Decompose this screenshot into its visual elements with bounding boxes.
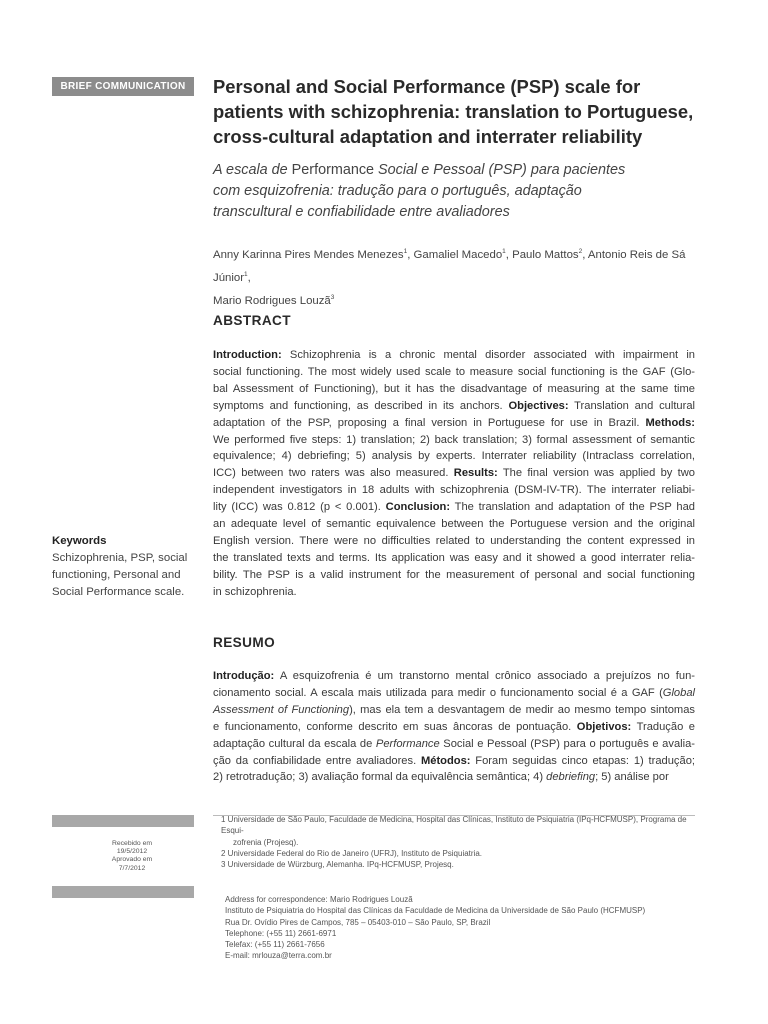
text-run: The final version was applied by two <box>497 467 695 480</box>
text-line <box>213 533 695 550</box>
text-run: bility. The PSP is a valid instrument for the measurement of personal and social functioning <box>213 568 695 581</box>
text-run: Translation and cultural <box>568 399 695 412</box>
article-subtitle <box>213 160 733 223</box>
email-link[interactable]: E-mail: mrlouza@terra.com.br <box>225 951 332 961</box>
text-line <box>213 516 695 533</box>
article-title <box>213 74 733 149</box>
correspondence-line: Telefax: (+55 11) 2661-7656 <box>225 940 325 950</box>
text-run: Foram seguidas cinco etapas: 1) tradução; <box>470 754 695 767</box>
keywords-heading: Keywords <box>52 535 107 547</box>
text-run: Schizophrenia is a chronic mental disorder associated with impairment in <box>281 349 695 361</box>
text-run: ), mas ela tem a desvantagem de medir ao mesmo tempo sintomas <box>349 703 695 716</box>
text-run: We performed five steps: 1) translation; 2) back translation; 3) formal assessment of semantic <box>213 433 695 446</box>
text-line <box>213 381 695 398</box>
text-run: Tradução e <box>631 720 695 733</box>
bold-run: Objetivos: <box>576 720 632 733</box>
keywords-box <box>52 533 202 601</box>
text-line <box>213 465 695 482</box>
text-line <box>213 432 695 449</box>
text-run: equivalence; 4) debriefing; 5) analysis by experts. Interrater reliability (Intraclass correlation, <box>213 450 695 463</box>
text-line <box>213 685 695 702</box>
approved-label: Aprovado em <box>111 856 153 864</box>
text-run: ; 5) análise por <box>595 771 669 784</box>
bold-run: Results: <box>453 467 498 480</box>
bold-run: Introdução: <box>213 670 275 682</box>
correspondence <box>225 894 695 962</box>
text-line <box>213 482 695 499</box>
text-line <box>213 567 695 584</box>
bold-run: Conclusion: <box>385 501 451 514</box>
italic-run: debriefing <box>546 771 596 784</box>
approved-date: 7/7/2012 <box>118 864 146 872</box>
author-line: Anny Karinna Pires Mendes Menezes$^1$, Gamaliel Macedo$^1$, Paulo Mattos$^2$, Antonio Reis de Sá Júnior$^1$, <box>213 248 686 284</box>
keywords-line: functioning, Personal and <box>52 569 181 581</box>
subtitle-line: transcultural e confiabilidade entre avaliadores <box>213 204 510 220</box>
text-line <box>213 347 695 364</box>
affiliations <box>221 814 697 870</box>
bold-run: Métodos: <box>420 754 471 767</box>
text-line <box>213 415 695 432</box>
title-line: cross-cultural adaptation and interrater reliability <box>213 126 643 147</box>
text-run: adaptação cultural da escala de <box>213 737 376 750</box>
keywords-line: Schizophrenia, PSP, social <box>52 552 188 564</box>
footer-divider-bar <box>52 886 194 898</box>
author-list <box>213 242 713 310</box>
abstract-body <box>213 347 695 601</box>
text-line <box>213 584 695 601</box>
text-run: bal Assessment of Functioning), but it has the disadvantage of measuring at the same time <box>213 382 695 395</box>
affiliation-line: 3 Universidade de Würzburg, Alemanha. IPq-HCFMUSP, Projesq. <box>221 860 454 870</box>
section-badge: BRIEF COMMUNICATION <box>52 77 194 96</box>
footer-divider-bar <box>52 815 194 827</box>
text-line <box>213 769 695 786</box>
text-run: an adequate level of semantic equivalence between the Portuguese version and the original <box>213 518 695 531</box>
italic-run: Global <box>662 686 695 699</box>
correspondence-line: Address for correspondence: Mario Rodrigues Louzã <box>225 895 413 904</box>
text-run: independent investigators in 18 adults with schizophrenia (DSM-IV-TR). The interrater reliabi- <box>213 484 695 497</box>
title-line: patients with schizophrenia: translation to Portuguese, <box>213 101 694 122</box>
text-run: 2) retrotradução; 3) avaliação formal da equivalência semântica; 4) <box>213 771 547 784</box>
italic-run: Assessment of Functioning <box>213 703 350 716</box>
text-line <box>213 550 695 567</box>
text-line <box>213 364 695 381</box>
text-run: symptoms and functioning, as described in its anchors. <box>213 399 509 412</box>
text-run: ICC) between two raters was also measured. <box>213 467 454 480</box>
text-line <box>213 753 695 770</box>
correspondence-line: Rua Dr. Ovídio Pires de Campos, 785 – 05403-010 – São Paulo, SP, Brazil <box>225 917 491 927</box>
italic-run: Performance <box>375 737 440 750</box>
text-line <box>213 499 695 516</box>
keywords-line: Social Performance scale. <box>52 586 185 598</box>
submission-dates <box>90 840 174 873</box>
affiliation-line: 2 Universidade Federal do Rio de Janeiro (UFRJ), Instituto de Psiquiatria. <box>221 848 483 858</box>
resumo-body <box>213 668 695 786</box>
title-line: Personal and Social Performance (PSP) scale for <box>213 76 641 97</box>
correspondence-line: Instituto de Psiquiatria do Hospital das Clínicas da Faculdade de Medicina da Universidade de São Paulo (HCFMUSP) <box>225 906 646 916</box>
text-run: e funcionamento, conforme descrito em suas âncoras de pontuação. <box>213 720 577 733</box>
text-line <box>213 736 695 753</box>
text-line <box>213 719 695 736</box>
text-run: in schizophrenia. <box>213 585 297 598</box>
text-line <box>213 448 695 465</box>
text-run: social functioning. The most widely used scale to measure social functioning is the GAF (Glo- <box>213 365 695 378</box>
bold-run: Objectives: <box>508 399 569 412</box>
text-line <box>213 702 695 719</box>
text-run: adaptation of the PSP, proposing a final version in Portuguese for use in Brazil. <box>213 416 646 429</box>
text-run: English version. There were no difficulties related to understanding the content expressed in <box>213 534 695 547</box>
received-date: 19/5/2012 <box>116 848 148 856</box>
text-line <box>213 398 695 415</box>
resumo-heading: RESUMO <box>213 635 276 650</box>
subtitle-line: A escala de Performance Social e Pessoal (PSP) para pacientes <box>213 162 626 178</box>
received-label: Recebido em <box>111 840 153 847</box>
abstract-heading: ABSTRACT <box>213 313 291 328</box>
correspondence-line: Telephone: (+55 11) 2661-6971 <box>225 928 337 938</box>
affiliation-line: 1 Universidade de São Paulo, Faculdade de Medicina, Hospital das Clínicas, Instituto de Psiquiatria (IPq-HCFMUSP), Programa de Esqui- <box>221 815 687 836</box>
text-run: lity (ICC) was 0.812 (p < 0.001). <box>213 501 386 514</box>
affiliation-line: zofrenia (Projesq). <box>233 837 299 847</box>
bold-run: Methods: <box>645 416 695 429</box>
text-run: The translation and adaptation of the PSP had <box>450 501 695 514</box>
text-line <box>213 668 695 685</box>
bold-run: Introduction: <box>213 349 282 361</box>
text-run: A esquizofrenia é um transtorno mental crônico associado a prejuízos no fun- <box>274 670 695 682</box>
subtitle-line: com esquizofrenia: tradução para o português, adaptação <box>213 183 582 199</box>
text-run: Social e Pessoal (PSP) para o português e avalia- <box>439 737 695 750</box>
author-line: Mario Rodrigues Louzã$^3$ <box>213 293 335 307</box>
text-run: cionamento social. A escala mais utilizada para medir o funcionamento social é a GAF ( <box>213 686 663 699</box>
text-run: ção da confiabilidade entre avaliadores. <box>213 754 421 767</box>
text-run: the translated texts and terms. Its application was easy and it showed a good interrater relia- <box>213 551 695 564</box>
